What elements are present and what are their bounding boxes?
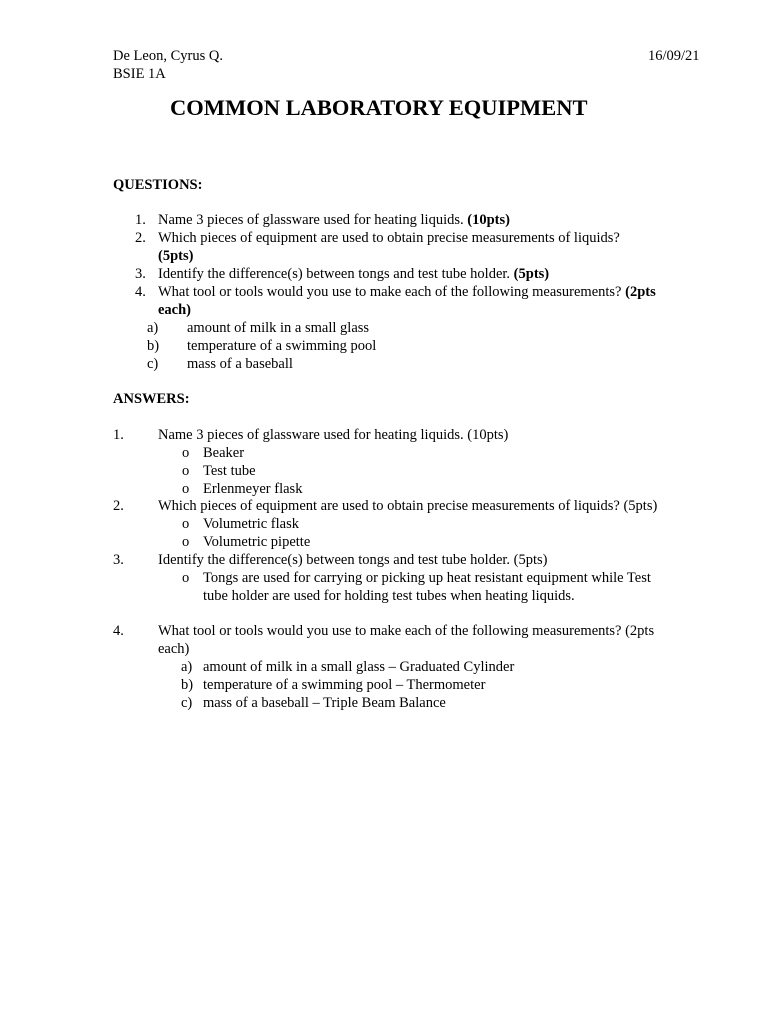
subitem-letter: a): [147, 320, 159, 336]
question-number: 3.: [135, 266, 146, 282]
subitem-letter: b): [147, 338, 160, 354]
answer-4-question: What tool or tools would you use to make each of the following measurements? (2pts: [158, 623, 655, 639]
answer-4-question-cont: each): [158, 641, 190, 657]
answer-item: Test tube: [203, 463, 256, 479]
subitem-text: amount of milk in a small glass: [187, 320, 370, 336]
question-4: What tool or tools would you use to make each of the following measurements? (2pts: [158, 284, 656, 300]
answer-number: 3.: [113, 552, 124, 568]
question-1: Name 3 pieces of glassware used for heating liquids. (10pts): [158, 212, 510, 228]
answer-3-question: Identify the difference(s) between tongs and test tube holder. (5pts): [158, 552, 548, 568]
answer-item: Volumetric pipette: [203, 534, 311, 550]
question-number: 1.: [135, 212, 146, 228]
bullet: o: [182, 516, 190, 532]
answer-item: Erlenmeyer flask: [203, 481, 303, 497]
subitem-text: temperature of a swimming pool: [187, 338, 377, 354]
answers-heading: ANSWERS:: [113, 391, 190, 407]
bullet: o: [182, 481, 190, 497]
page-title: COMMON LABORATORY EQUIPMENT: [170, 95, 588, 120]
answer-item: Volumetric flask: [203, 516, 299, 532]
question-4-points: each): [158, 302, 192, 318]
answer-number: 1.: [113, 427, 124, 443]
bullet: o: [182, 463, 190, 479]
question-3: Identify the difference(s) between tongs and test tube holder. (5pts): [158, 266, 550, 282]
subitem-letter: c): [147, 356, 159, 372]
question-2: Which pieces of equipment are used to obtain precise measurements of liquids?: [158, 230, 620, 246]
question-2-points: (5pts): [158, 248, 194, 264]
answer-number: 4.: [113, 623, 124, 639]
answer-letter: a): [181, 659, 193, 675]
answer-text: tube holder are used for holding test tubes when heating liquids.: [203, 588, 575, 604]
question-number: 2.: [135, 230, 146, 246]
answer-item: mass of a baseball – Triple Beam Balance: [203, 695, 446, 711]
subitem-text: mass of a baseball: [187, 356, 293, 372]
bullet: o: [182, 534, 190, 550]
questions-heading: QUESTIONS:: [113, 177, 203, 193]
section: BSIE 1A: [113, 66, 166, 82]
question-number: 4.: [135, 284, 146, 300]
bullet: o: [182, 445, 190, 461]
answer-1-question: Name 3 pieces of glassware used for heating liquids. (10pts): [158, 427, 509, 443]
answer-item: amount of milk in a small glass – Graduated Cylinder: [203, 659, 515, 675]
student-name: De Leon, Cyrus Q.: [113, 48, 223, 64]
answer-letter: b): [181, 677, 194, 693]
bullet: o: [182, 570, 190, 586]
answer-number: 2.: [113, 498, 124, 514]
answer-item: temperature of a swimming pool – Thermometer: [203, 677, 486, 693]
answer-2-question: Which pieces of equipment are used to obtain precise measurements of liquids? (5pts): [158, 498, 658, 514]
answer-letter: c): [181, 695, 193, 711]
date: 16/09/21: [648, 48, 700, 64]
answer-text: Tongs are used for carrying or picking up heat resistant equipment while Test: [203, 570, 651, 586]
answer-item: Beaker: [203, 445, 245, 461]
